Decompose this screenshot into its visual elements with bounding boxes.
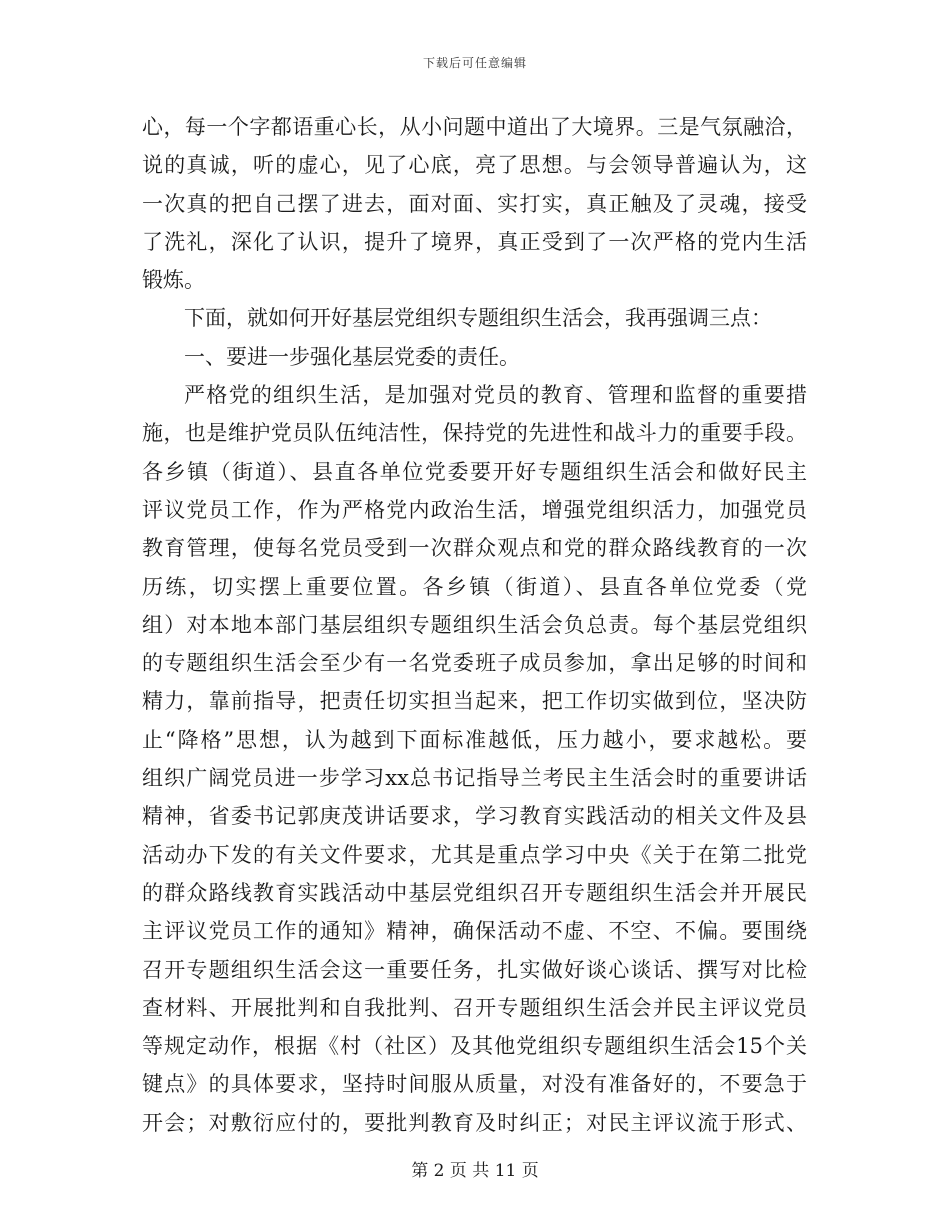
text-line: 活动办下发的有关文件要求，尤其是重点学习中央《关于在第二批党 <box>142 842 807 867</box>
section-heading: 一、要进一步强化基层党委的责任。 <box>184 344 520 369</box>
text-line: 组）对本地本部门基层组织专题组织生活会负总责。每个基层党组织 <box>142 612 807 637</box>
text-line: 了洗礼，深化了认识，提升了境界，真正受到了一次严格的党内生活 <box>142 229 807 254</box>
text-line: 心，每一个字都语重心长，从小问题中道出了大境界。三是气氛融洽， <box>142 115 807 139</box>
text-line: 等规定动作，根据《村（社区）及其他党组织专题组织生活会15个关 <box>142 1034 807 1059</box>
text-line: 历练，切实摆上重要位置。各乡镇（街道）、县直各单位党委（党 <box>142 574 807 599</box>
text-line: 键点》的具体要求，坚持时间服从质量，对没有准备好的，不要急于 <box>142 1072 807 1097</box>
text-line: 评议党员工作，作为严格党内政治生活，增强党组织活力，加强党员 <box>142 497 807 522</box>
text-line: 查材料、开展批判和自我批判、召开专题组织生活会并民主评议党员 <box>142 995 807 1020</box>
text-line: 的专题组织生活会至少有一名党委班子成员参加，拿出足够的时间和 <box>142 651 807 676</box>
text-line: 锻炼。 <box>142 268 205 293</box>
text-line: 开会；对敷衍应付的，要批判教育及时纠正；对民主评议流于形式、 <box>142 1110 807 1135</box>
text-line: 严格党的组织生活，是加强对党员的教育、管理和监督的重要措 <box>184 383 807 408</box>
text-line: 精力，靠前指导，把责任切实担当起来，把工作切实做到位，坚决防 <box>142 689 807 714</box>
text-line: 止“降格”思想，认为越到下面标准越低，压力越小，要求越松。要 <box>142 727 807 752</box>
page-header-note: 下载后可任意编辑 <box>422 56 527 70</box>
document-body <box>142 108 807 1142</box>
text-line: 教育管理，使每名党员受到一次群众观点和党的群众路线教育的一次 <box>142 536 807 561</box>
text-line: 下面，就如何开好基层党组织专题组织生活会，我再强调三点： <box>184 306 772 331</box>
text-line: 召开专题组织生活会这一重要任务，扎实做好谈心谈话、撰写对比检 <box>142 957 807 982</box>
page-number-label: 第 2 页 共 11 页 <box>411 1161 539 1181</box>
text-line: 说的真诚，听的虚心，见了心底，亮了思想。与会领导普遍认为，这 <box>142 153 807 178</box>
text-line: 主评议党员工作的通知》精神，确保活动不虚、不空、不偏。要围绕 <box>142 919 807 944</box>
text-line: 的群众路线教育实践活动中基层党组织召开专题组织生活会并开展民 <box>142 880 807 905</box>
page-number <box>0 1156 950 1181</box>
text-line: 一次真的把自己摆了进去，面对面、实打实，真正触及了灵魂，接受 <box>142 191 807 216</box>
text-line: 组织广阔党员进一步学习xx总书记指导兰考民主生活会时的重要讲话 <box>142 766 807 791</box>
text-line: 精神，省委书记郭庚茂讲话要求，学习教育实践活动的相关文件及县 <box>142 804 807 829</box>
text-line: 各乡镇（街道）、县直各单位党委要开好专题组织生活会和做好民主 <box>142 459 807 484</box>
text-line: 施，也是维护党员队伍纯洁性，保持党的先进性和战斗力的重要手段。 <box>142 421 807 446</box>
